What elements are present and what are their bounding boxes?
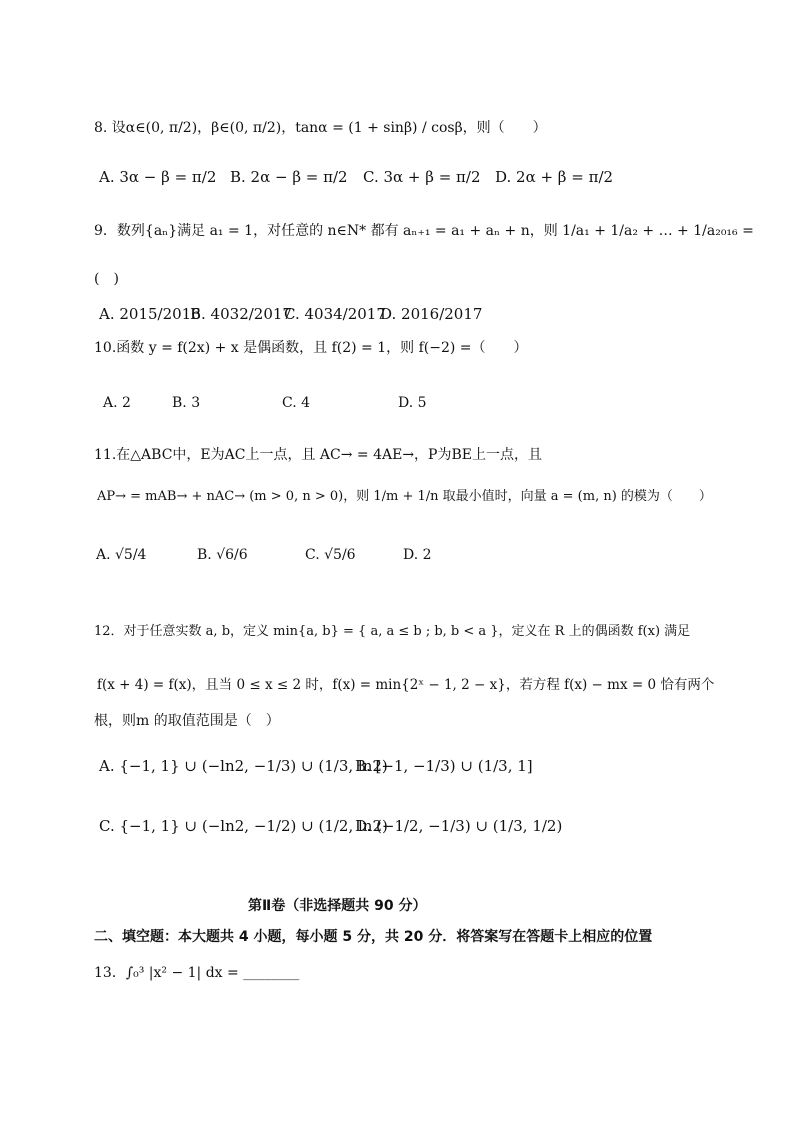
q11-option-c: C. √5/6 [305, 547, 356, 563]
q10-option-c: C. 4 [282, 395, 311, 411]
q10-option-b: B. 3 [172, 395, 201, 411]
q12-option-c: C. {−1, 1} ∪ (−ln2, −1/2) ∪ (1/2, ln2) [99, 817, 388, 835]
q9-option-c: C. 4034/2017 [284, 305, 386, 323]
q8-option-b: B. 2α − β = π/2 [230, 168, 348, 186]
q10-option-a: A. 2 [103, 395, 131, 411]
q9-answer-bracket: ( ) [94, 271, 119, 287]
fill-in-section-heading: 二、填空题：本大题共 4 小题，每小题 5 分，共 20 分．将答案写在答题卡上相应的位置 [94, 929, 653, 945]
q10-option-d: D. 5 [398, 395, 427, 411]
part-two-title: 第Ⅱ卷（非选择题共 90 分） [248, 898, 427, 914]
q8-option-a: A. 3α − β = π/2 [99, 168, 217, 186]
q12-option-b: B. [−1, −1/3) ∪ (1/3, 1] [355, 757, 533, 775]
q9-stem: 9．数列{aₙ}满足 a₁ = 1，对任意的 n∈N* 都有 aₙ₊₁ = a₁ + aₙ + n，则 1/a₁ + 1/a₂ + … + 1/a₂₀₁₆ = [94, 223, 754, 239]
q11-option-a: A. √5/4 [96, 547, 147, 563]
q8-stem: 8. 设α∈(0, π/2)，β∈(0, π/2)，tanα = (1 + sinβ) / cosβ，则（ ） [94, 120, 547, 136]
q12-option-d: D. (−1/2, −1/3) ∪ (1/3, 1/2) [355, 817, 563, 835]
q11-option-d: D. 2 [403, 547, 432, 563]
q12-option-a: A. {−1, 1} ∪ (−ln2, −1/3) ∪ (1/3, ln2) [99, 757, 388, 775]
q11-stem-line2: AP→ = mAB→ + nAC→ (m > 0, n > 0)，则 1/m + 1/n 取最小值时，向量 a = (m, n) 的模为（ ） [97, 489, 712, 504]
q9-option-b: B. 4032/2017 [190, 305, 292, 323]
q9-option-a: A. 2015/2016 [99, 305, 201, 323]
q12-stem-line3: 根，则m 的取值范围是（ ） [94, 713, 280, 729]
q12-stem-line2: f(x + 4) = f(x)，且当 0 ≤ x ≤ 2 时，f(x) = min{2ˣ − 1, 2 − x}，若方程 f(x) − mx = 0 恰有两个 [97, 677, 715, 693]
q8-option-d: D. 2α + β = π/2 [495, 168, 614, 186]
q10-stem: 10.函数 y = f(2x) + x 是偶函数，且 f(2) = 1，则 f(−2) =（ ） [94, 340, 528, 356]
q9-option-d: D. 2016/2017 [380, 305, 483, 323]
q12-stem-line1: 12．对于任意实数 a, b，定义 min{a, b} = { a, a ≤ b ; b, b < a }，定义在 R 上的偶函数 f(x) 满足 [94, 624, 691, 639]
q8-option-c: C. 3α + β = π/2 [363, 168, 481, 186]
q13-stem: 13．∫₀³ |x² − 1| dx = ________ [94, 965, 300, 981]
q11-option-b: B. √6/6 [197, 547, 248, 563]
q11-stem-line1: 11.在△ABC中，E为AC上一点，且 AC→ = 4AE→，P为BE上一点，且 [94, 447, 542, 463]
